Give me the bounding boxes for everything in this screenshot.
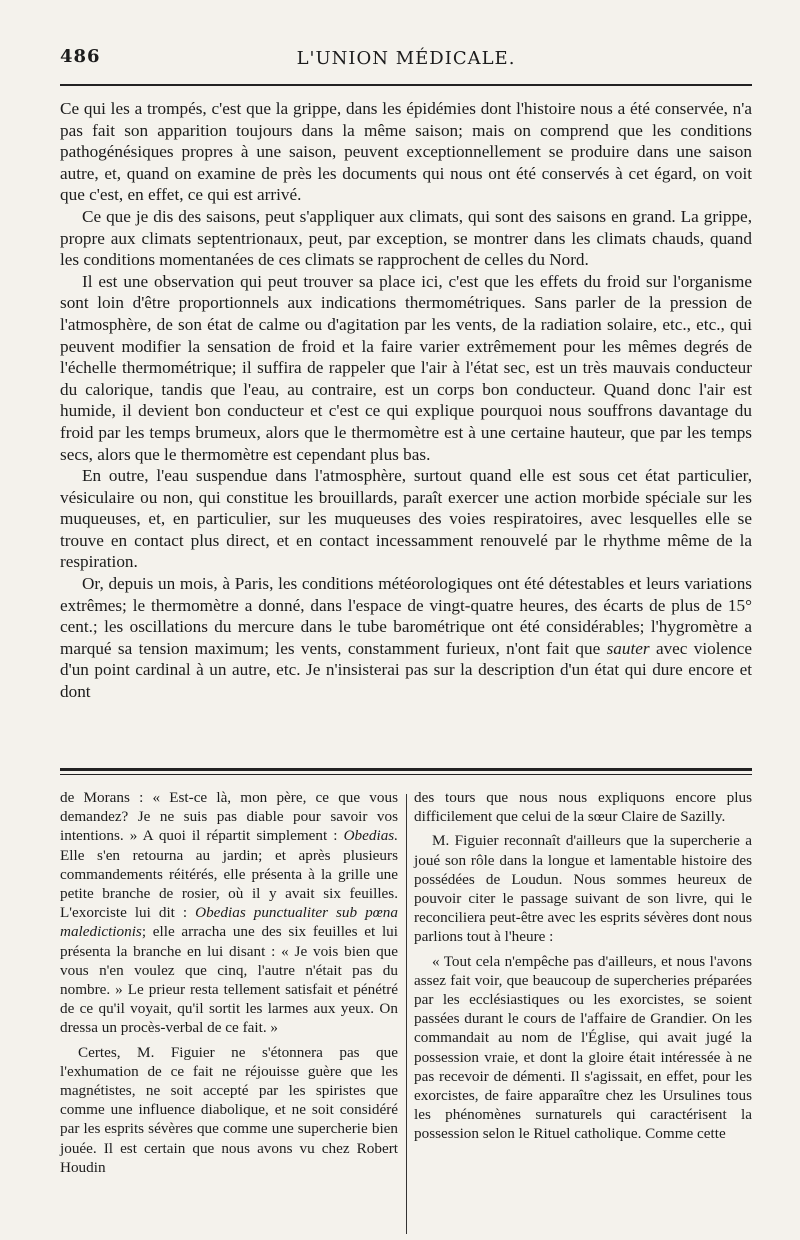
italic-word: sauter: [606, 638, 650, 658]
column-paragraph: Certes, M. Figuier ne s'étonnera pas que l'exhumation de ce fait ne réjouisse guère que les magnétistes, ne soit accepté par les spiristes que comme une influence diabolique, et ne soit considéré par les esprits sévères que comme une supercherie bien jouée. Il est certain que nous avons vu chez Robert Houdin: [60, 1043, 398, 1176]
column-text: Elle s'en retourna au jardin; et après plusieurs commandements réitérés, elle présenta à la grille une petite branche de rosier, où il y avait six feuilles. L'exorciste lui dit :: [60, 846, 398, 922]
main-paragraph: Ce que je dis des saisons, peut s'appliquer aux climats, qui sont des saisons en grand. La grippe, propre aux climats septentrionaux, peut, par exception, se montrer dans les climats chauds, quand les conditions momentanées de ces climats se rapprochent de celles du Nord.: [60, 206, 752, 270]
column-paragraph: [60, 788, 398, 1038]
column-paragraph: des tours que nous nous expliquons encore plus difficilement que celui de la sœur Claire de Sazilly.: [414, 789, 752, 826]
main-paragraph: [60, 573, 752, 703]
column-text: de Morans : « Est-ce là, mon père, ce que vous demandez? Je ne suis pas diable pour savoir vos intentions. » A quoi il répartit simplement :: [60, 789, 398, 845]
main-paragraph: En outre, l'eau suspendue dans l'atmosphère, surtout quand elle est sous cet état particulier, vésiculaire ou non, qui constitue les brouillards, paraît exercer une action morbide spéciale sur les muqueuses, et, en particulier, sur les muqueuses des voies respiratoires, avec lesquelles elle se trouve en contact plus direct, et en contact incessamment renouvelé par le rhythme même de la respiration.: [60, 466, 752, 572]
page-number: 486: [60, 46, 101, 67]
running-header: [60, 46, 752, 76]
left-column: [60, 788, 398, 1234]
feuilleton-separator: [60, 768, 752, 775]
feuilleton-columns: [60, 788, 752, 1234]
document-page: [60, 46, 753, 1176]
right-column: [414, 788, 752, 1234]
main-article-text: [60, 98, 752, 703]
main-paragraph: Ce qui les a trompés, c'est que la grippe, dans les épidémies dont l'histoire nous a été conservée, n'a pas fait son apparition toujours dans la même saison; mais on comprend que les conditions pathogénésiques propres à une saison, peuvent exceptionnellement se produire dans une saison autre, et, quand on examine de près les documents qui nous ont été conservés à cet égard, on voit que c'est, en effet, ce qui est arrivé.: [60, 99, 752, 205]
journal-title: L'UNION MÉDICALE.: [296, 48, 516, 69]
italic-text: Obedias punctualiter sub pœna maledictionis: [60, 904, 398, 941]
header-rule: [60, 84, 752, 86]
main-paragraph-text: avec violence d'un point cardinal à un autre, etc. Je n'insisterai pas sur la description d'un état qui dure encore et dont: [60, 638, 753, 702]
column-paragraph: M. Figuier reconnaît d'ailleurs que la supercherie a joué son rôle dans la longue et lamentable histoire des possédées de Loudun. Nous sommes heureux de pouvoir citer le passage suivant de son livre, qui le reconciliera peut-être avec les esprits sévères dont nous parlions tout à l'heure :: [414, 832, 752, 946]
column-text: ; elle arracha une des six feuilles et lui présenta la branche en lui disant : « Je vois bien que vous n'en voulez que cinq, l'autre n'était pas du nombre. » Le prieur resta tellement satisfait et pénétré de ce qu'il voyait, qu'il sortit les larmes aux yeux. On dressa un procès-verbal de ce fait. »: [60, 923, 398, 1037]
column-paragraph: « Tout cela n'empêche pas d'ailleurs, et nous l'avons assez fait voir, que beaucoup de supercheries préparées par les ecclésiastiques ou les exorcistes, se soient passées durant le cours de l'affaire de Grandier. On les commandait au nom de l'Église, qui avait jugé la possession vraie, et dont la gloire était intéressée à ne pas recevoir de démenti. Il s'agissait, en effet, pour les exorcistes, de faire apparaître chez les Ursulines tous les phénomènes surnaturels qui caractérisent la possession selon le Rituel catholique. Comme cette: [414, 952, 752, 1143]
italic-text: Obedias.: [343, 827, 398, 845]
column-divider: [406, 794, 407, 1234]
main-paragraph: Il est une observation qui peut trouver sa place ici, c'est que les effets du froid sur l'organisme sont loin d'être proportionnels aux indications thermométriques. Sans parler de la pression de l'atmosphère, de son état de calme ou d'agitation par les vents, de la radiation solaire, etc., etc., qui peuvent modifier la sensation de froid et la faire varier extrêmement pour les mêmes degrés de l'échelle thermométrique; il suffira de rappeler que l'air à l'état sec, est un très mauvais conducteur du calorique, tandis que l'eau, au contraire, est un corps bon conducteur. Quand donc l'air est humide, il devient bon conducteur et c'est ce qui explique pourquoi nous souffrons davantage du froid par les temps brumeux, alors que le thermomètre est à une certaine hauteur, que par les temps secs, alors que le thermomètre est cependant plus bas.: [60, 271, 752, 464]
main-paragraph-text: Or, depuis un mois, à Paris, les conditions météorologiques ont été détestables et leurs variations extrêmes; le thermomètre a donné, dans l'espace de vingt-quatre heures, des écarts de plus de 15° cent.; les oscillations du mercure dans le tube barométrique ont été considérables; l'hygromètre a marqué sa tension maximum; les vents, constamment furieux, n'ont fait que: [60, 574, 752, 658]
separator-thin-line: [60, 774, 752, 775]
separator-thick-line: [60, 768, 752, 771]
